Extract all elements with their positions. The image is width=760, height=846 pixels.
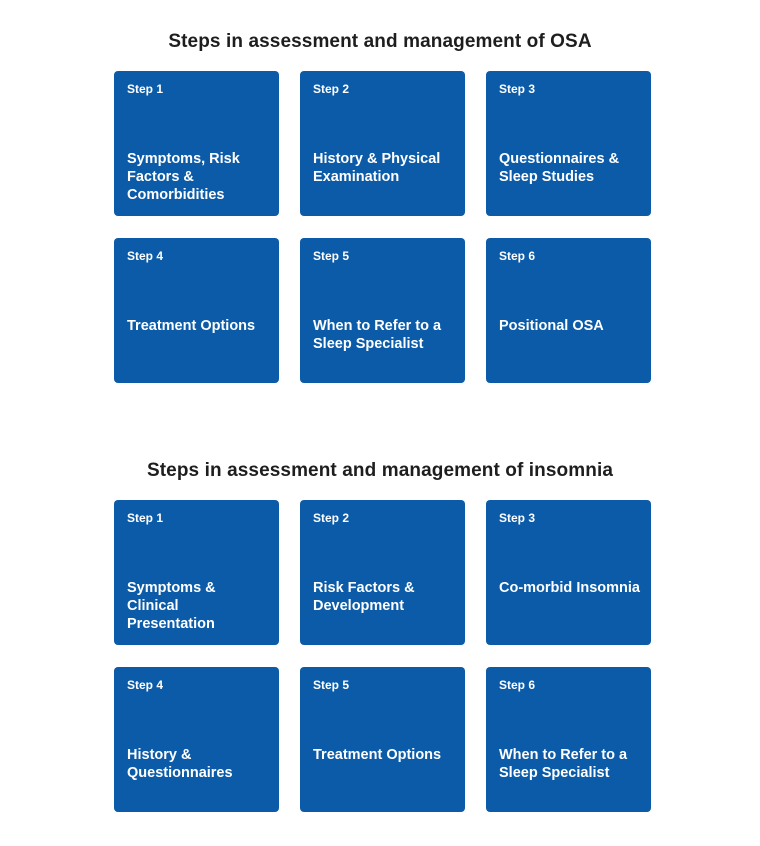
- insomnia-step-3-card[interactable]: [486, 500, 651, 645]
- step-label: History & Questionnaires: [127, 747, 233, 782]
- step-number: Step 1: [127, 82, 164, 96]
- insomnia-step-4-card[interactable]: [114, 667, 279, 812]
- step-label: When to Refer to a Sleep Specialist: [499, 747, 628, 782]
- insomnia-step-1-card[interactable]: [114, 500, 279, 645]
- osa-steps-grid: [114, 71, 651, 383]
- step-label: Risk Factors & Development: [313, 580, 415, 615]
- step-number: Step 3: [499, 511, 536, 525]
- insomnia-step-2-card[interactable]: [300, 500, 465, 645]
- osa-section-title: Steps in assessment and management of OSA: [168, 31, 592, 52]
- step-number: Step 4: [127, 249, 164, 263]
- step-label: Treatment Options: [127, 318, 256, 334]
- insomnia-steps-grid: [114, 500, 651, 812]
- step-number: Step 1: [127, 511, 164, 525]
- osa-step-3-card[interactable]: [486, 71, 651, 216]
- step-number: Step 3: [499, 82, 536, 96]
- step-number: Step 5: [313, 249, 350, 263]
- osa-step-4-card[interactable]: [114, 238, 279, 383]
- step-label: Symptoms & Clinical Presentation: [127, 580, 216, 633]
- osa-step-6-card[interactable]: [486, 238, 651, 383]
- step-label: Questionnaires & Sleep Studies: [499, 151, 620, 186]
- step-label: Treatment Options: [313, 747, 442, 763]
- insomnia-step-5-card[interactable]: [300, 667, 465, 812]
- step-label: Symptoms, Risk Factors & Comorbidities: [127, 151, 240, 204]
- step-label: When to Refer to a Sleep Specialist: [313, 318, 442, 353]
- step-label: Co-morbid Insomnia: [499, 580, 640, 596]
- step-number: Step 2: [313, 511, 350, 525]
- step-number: Step 5: [313, 678, 350, 692]
- step-number: Step 2: [313, 82, 350, 96]
- osa-step-2-card[interactable]: [300, 71, 465, 216]
- step-label: History & Physical Examination: [313, 151, 441, 186]
- insomnia-step-6-card[interactable]: [486, 667, 651, 812]
- step-number: Step 6: [499, 249, 536, 263]
- osa-step-1-card[interactable]: [114, 71, 279, 216]
- osa-step-5-card[interactable]: [300, 238, 465, 383]
- step-label: Positional OSA: [499, 318, 604, 334]
- insomnia-section-title: Steps in assessment and management of insomnia: [146, 460, 613, 481]
- step-number: Step 6: [499, 678, 536, 692]
- step-number: Step 4: [127, 678, 164, 692]
